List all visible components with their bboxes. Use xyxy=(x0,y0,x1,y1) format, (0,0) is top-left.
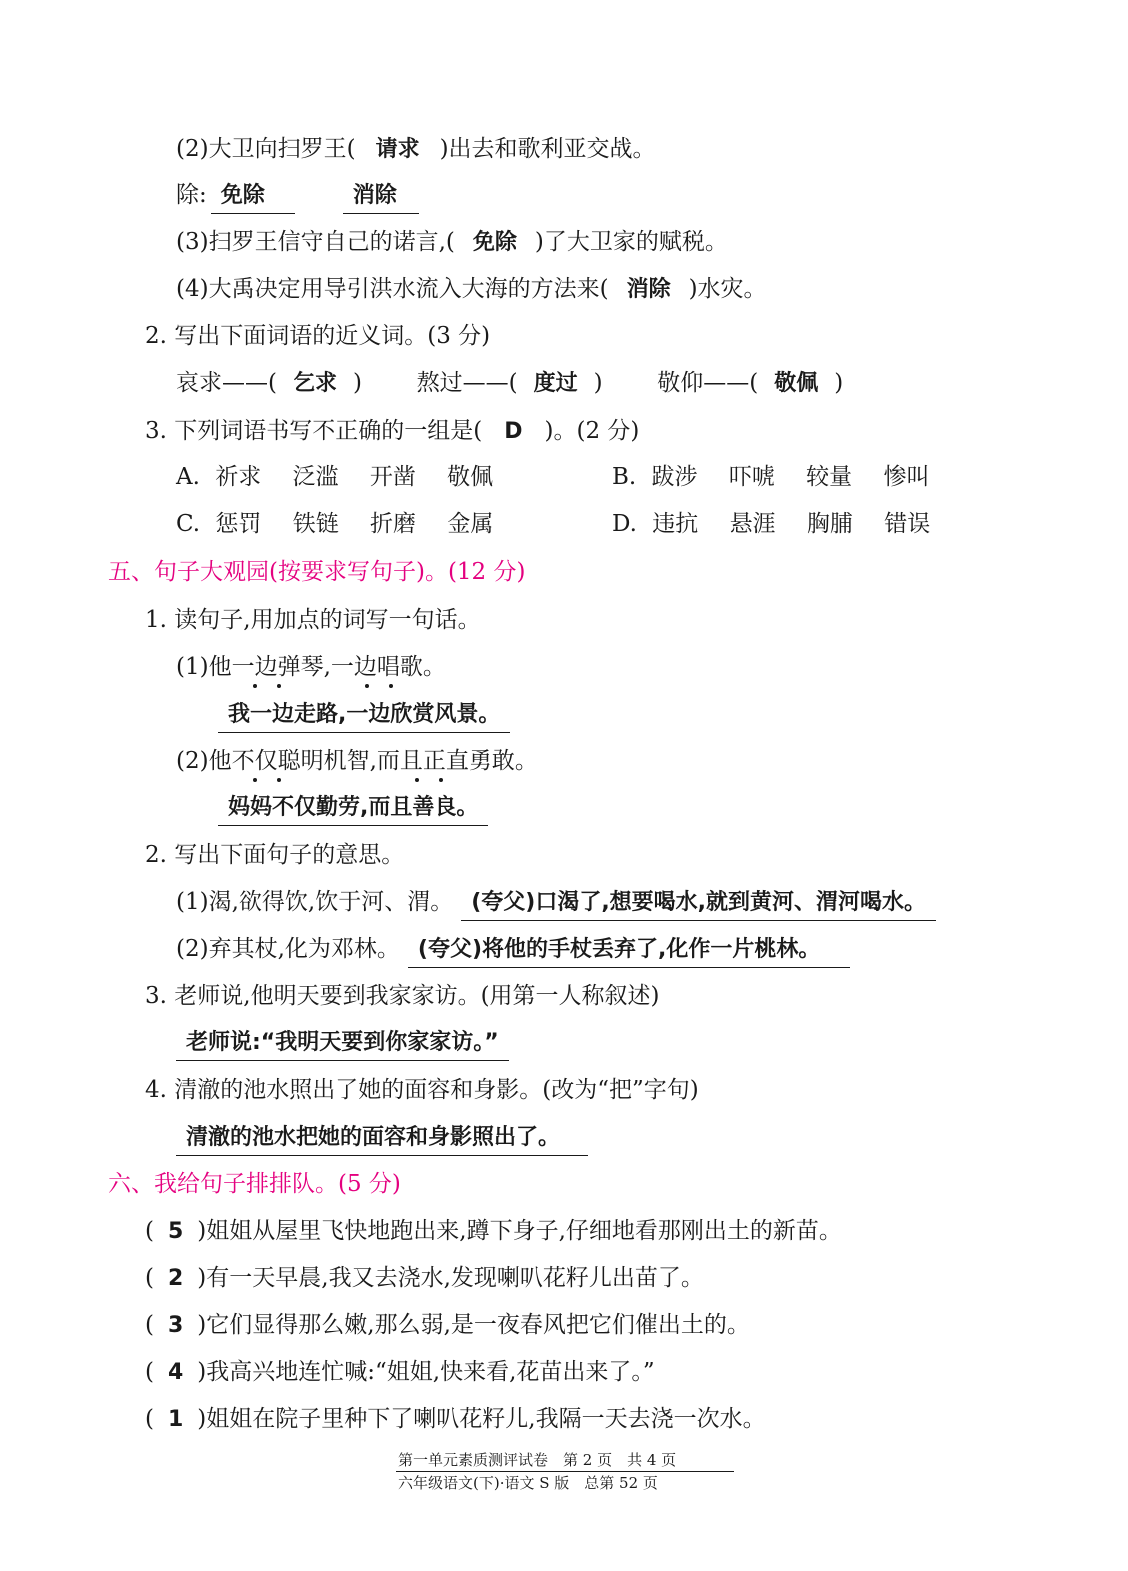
answer-line xyxy=(176,1122,588,1156)
emphasis-dot xyxy=(439,778,443,782)
sentence-row: (2)弃其杖,化为邓林。 (夸父)将他的手杖丢弃了,化作一片桃林。 xyxy=(176,934,850,968)
ordering-item: ( 1 )姐姐在院子里种下了喇叭花籽儿,我隔一天去浇一次水。 xyxy=(145,1404,766,1435)
section-heading: 六、我给句子排排队。(5 分) xyxy=(108,1171,401,1197)
question-line: (4)大禹决定用导引洪水流入大海的方法来( 消除 )水灾。 xyxy=(176,274,767,305)
emphasis-dot xyxy=(253,778,257,782)
emphasis-dot xyxy=(389,684,393,688)
synonym-row: 哀求——( 乞求 ) 熬过——( 度过 ) 敬仰——( 敬佩 ) xyxy=(176,368,843,399)
ordering-item: ( 5 )姐姐从屋里飞快地跑出来,蹲下身子,仔细地看那刚出土的新苗。 xyxy=(145,1216,842,1247)
answer-line xyxy=(218,792,488,826)
question-line: (3)扫罗王信守自己的诺言,( 免除 )了大卫家的赋税。 xyxy=(176,227,728,258)
answer-blank: 免除 xyxy=(211,181,295,214)
order-number: 4 xyxy=(167,1360,184,1385)
footer-line-1: 第一单元素质测评试卷 第 2 页 共 4 页 xyxy=(398,1451,677,1469)
question-stem: 3. 老师说,他明天要到我家家访。(用第一人称叙述) xyxy=(145,983,660,1009)
order-number: 2 xyxy=(167,1266,184,1291)
answer-blank: 妈妈不仅勤劳,而且善良。 xyxy=(218,793,488,826)
answer-blank: 消除 xyxy=(343,181,419,214)
answer-blank: (夸父)将他的手杖丢弃了,化作一片桃林。 xyxy=(408,935,850,968)
answer-blank: 我一边走路,一边欣赏风景。 xyxy=(218,700,510,733)
answer-text: 免除 xyxy=(472,230,517,255)
question-line: (2)大卫向扫罗王( 请求 )出去和歌利亚交战。 xyxy=(176,134,656,165)
answer-blank: 清澈的池水把她的面容和身影照出了。 xyxy=(176,1123,588,1156)
option-b: B. 跋涉 吓唬 较量 惨叫 xyxy=(612,464,930,490)
answer-text: 请求 xyxy=(375,137,420,162)
question-stem: 2. 写出下面句子的意思。 xyxy=(145,842,405,868)
answer-text: 乞求 xyxy=(292,371,337,396)
answer-blank: 老师说:“我明天要到你家家访。” xyxy=(176,1028,509,1061)
answer-line xyxy=(218,699,510,733)
sentence: (1)他一边弹琴,一边唱歌。 xyxy=(176,654,446,680)
emphasis-dot xyxy=(415,778,419,782)
section-heading: 五、句子大观园(按要求写句子)。(12 分) xyxy=(108,559,526,585)
option-a: A. 祈求 泛滥 开凿 敬佩 xyxy=(176,464,494,490)
answer-text: 度过 xyxy=(533,371,578,396)
emphasis-dot xyxy=(277,684,281,688)
order-number: 1 xyxy=(167,1407,184,1432)
word-row: 除: 免除 消除 xyxy=(176,180,419,214)
ordering-item: ( 3 )它们显得那么嫩,那么弱,是一夜春风把它们催出土的。 xyxy=(145,1310,750,1341)
answer-text: 消除 xyxy=(626,277,671,302)
footer-rule xyxy=(396,1471,734,1472)
question-stem: 2. 写出下面词语的近义词。(3 分) xyxy=(145,323,491,349)
emphasis-dot xyxy=(277,778,281,782)
question-stem: 4. 清澈的池水照出了她的面容和身影。(改为“把”字句) xyxy=(145,1077,699,1103)
option-d: D. 违抗 悬涯 胸脯 错误 xyxy=(612,511,931,537)
ordering-item: ( 2 )有一天早晨,我又去浇水,发现喇叭花籽儿出苗了。 xyxy=(145,1263,704,1294)
order-number: 3 xyxy=(167,1313,184,1338)
option-c: C. 惩罚 铁链 折磨 金属 xyxy=(176,511,494,537)
ordering-item: ( 4 )我高兴地连忙喊:“姐姐,快来看,花苗出来了。” xyxy=(145,1357,655,1388)
sentence: (2)他不仅聪明机智,而且正直勇敢。 xyxy=(176,748,538,774)
answer-line xyxy=(176,1027,509,1061)
question-stem: 3. 下列词语书写不正确的一组是( D )。(2 分) xyxy=(145,416,639,447)
order-number: 5 xyxy=(167,1219,184,1244)
footer-line-2: 六年级语文(下)·语文 S 版 总第 52 页 xyxy=(398,1474,658,1492)
answer-text: D xyxy=(504,419,523,444)
question-stem: 1. 读句子,用加点的词写一句话。 xyxy=(145,607,481,633)
sentence-row: (1)渴,欲得饮,饮于河、渭。 (夸父)口渴了,想要喝水,就到黄河、渭河喝水。 xyxy=(176,887,936,921)
emphasis-dot xyxy=(253,684,257,688)
emphasis-dot xyxy=(365,684,369,688)
answer-text: 敬佩 xyxy=(774,371,819,396)
answer-blank: (夸父)口渴了,想要喝水,就到黄河、渭河喝水。 xyxy=(461,888,936,921)
